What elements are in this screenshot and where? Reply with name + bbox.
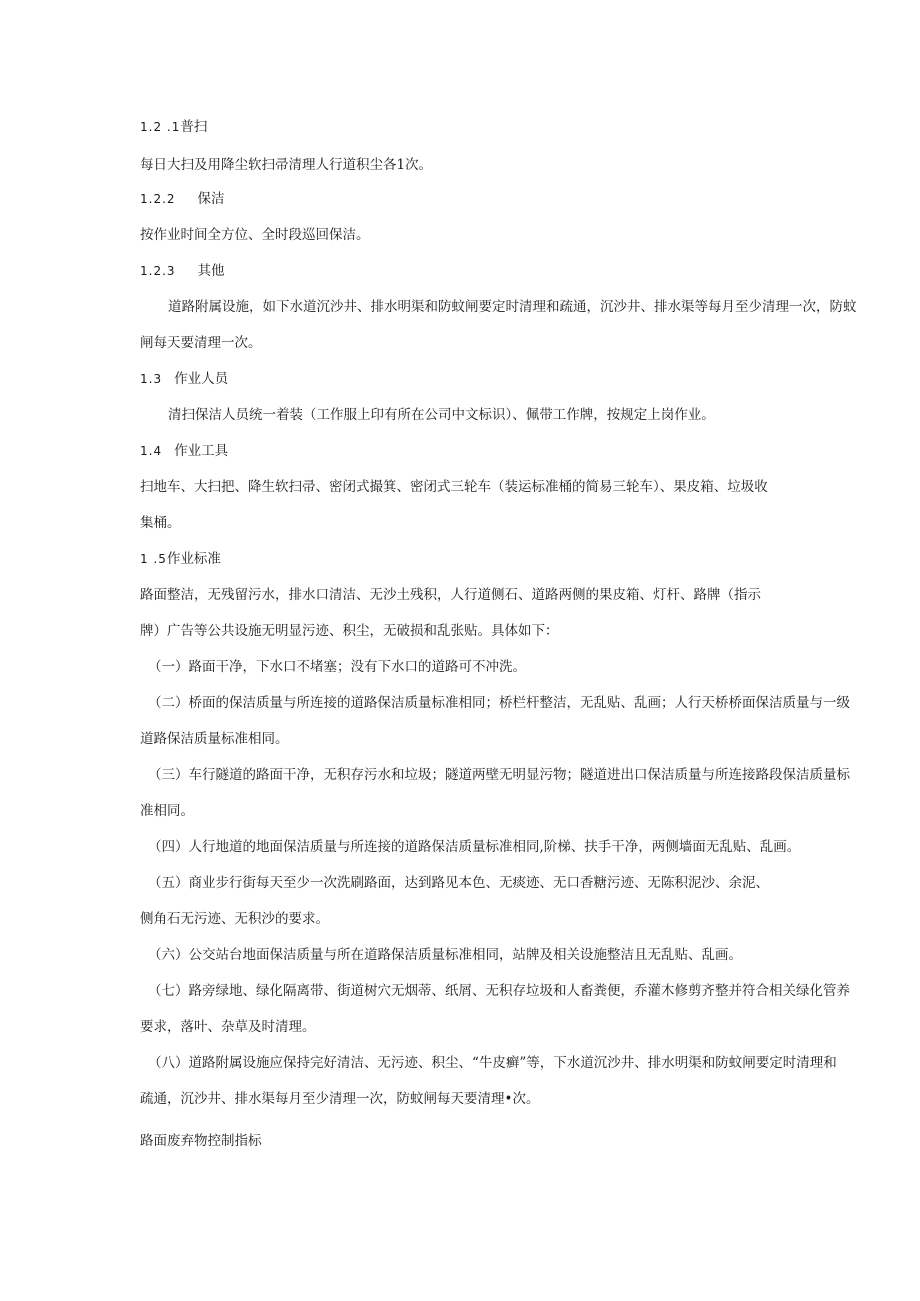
- paragraph-patrol: 按作业时间全方位、全时段巡回保洁。: [140, 227, 370, 243]
- heading-1-5: [140, 550, 221, 568]
- paragraph-tools-line-2: 集桶。: [140, 515, 181, 531]
- list-item-3-line-2: 准相同。: [140, 803, 194, 819]
- heading-title: 保洁: [197, 191, 225, 207]
- list-item-8-line-1: （八）道路附属设施应保持完好清洁、无污迹、积尘、“牛皮癣”等，下水道沉沙井、排水明渠和防蚊闸要定时清理和: [148, 1055, 837, 1071]
- heading-number: 1.2.2: [140, 192, 176, 206]
- paragraph-daily-sweep: 每日大扫及用降尘软扫帚清理人行道积尘各1次。: [140, 157, 433, 173]
- list-item-7-line-2: 要求，落叶、杂草及时清理。: [140, 1019, 316, 1035]
- list-item-1: （一）路面干净，下水口不堵塞；没有下水口的道路可不冲洗。: [148, 659, 526, 675]
- paragraph-staff: 清扫保洁人员统一着装（工作服上印有所在公司中文标识）、佩带工作牌，按规定上岗作业。: [168, 407, 715, 423]
- list-item-2-line-1: （二）桥面的保洁质量与所连接的道路保洁质量标准相同；桥栏杆整洁，无乱贴、乱画；人行天桥桥面保洁质量与一级: [148, 695, 850, 711]
- list-item-4: （四）人行地道的地面保洁质量与所连接的道路保洁质量标准相同,阶梯、扶手干净，两侧墙面无乱贴、乱画。: [148, 839, 801, 855]
- list-item-5-line-2: 侧角石无污迹、无积沙的要求。: [140, 911, 329, 927]
- paragraph-standard-line-2: 牌）广告等公共设施无明显污迹、积尘，无破损和乱张贴。具体如下：: [140, 623, 559, 639]
- heading-title: 普扫: [180, 119, 208, 135]
- heading-number: 1.2 .1: [140, 120, 181, 134]
- heading-title: 作业标准: [166, 551, 221, 567]
- list-item-6: （六）公交站台地面保洁质量与所在道路保洁质量标准相同，站牌及相关设施整洁且无乱贴、乱画。: [148, 947, 742, 963]
- heading-number: 1.3: [140, 372, 163, 386]
- heading-title: 作业人员: [174, 371, 229, 387]
- list-item-5-line-1: （五）商业步行街每天至少一次洗刷路面，达到路见本色、无痰迹、无口香糖污迹、无陈积泥沙、余泥、: [148, 875, 769, 891]
- heading-number: 1 .5: [140, 552, 167, 566]
- paragraph-tools-line-1: 扫地车、大扫把、降生软扫帚、密闭式撮箕、密闭式三轮车（装运标准桶的简易三轮车）、果皮箱、垃圾收: [140, 479, 768, 495]
- heading-number: 1.4: [140, 444, 163, 458]
- paragraph-standard-line-1: 路面整洁，无残留污水，排水口清洁、无沙土残积，人行道侧石、道路两侧的果皮箱、灯杆、路牌（指示: [140, 587, 761, 603]
- heading-title: 作业工具: [174, 443, 229, 459]
- heading-1-2-1: [140, 118, 207, 136]
- paragraph-other-line-1: 道路附属设施，如下水道沉沙井、排水明渠和防蚊闸要定时清理和疏通，沉沙井、排水渠等每月至少清理一次，防蚊: [168, 299, 857, 315]
- list-item-8-line-2: 疏通，沉沙井、排水渠每月至少清理一次，防蚊闸每天要清理•次。: [140, 1091, 540, 1107]
- heading-title: 其他: [197, 263, 225, 279]
- list-item-2-line-2: 道路保洁质量标准相同。: [140, 731, 289, 747]
- heading-1-3: [140, 370, 228, 388]
- paragraph-other-line-2: 闸每天要清理一次。: [140, 335, 262, 351]
- heading-1-2-3: [140, 262, 225, 280]
- heading-1-4: [140, 442, 228, 460]
- heading-1-2-2: [140, 190, 225, 208]
- list-item-7-line-1: （七）路旁绿地、绿化隔离带、街道树穴无烟蒂、纸屑、无积存垃圾和人畜粪便，乔灌木修剪齐整并符合相关绿化管养: [148, 983, 850, 999]
- heading-number: 1.2.3: [140, 264, 176, 278]
- paragraph-waste-control: 路面废弃物控制指标: [140, 1133, 262, 1149]
- list-item-3-line-1: （三）车行隧道的路面干净，无积存污水和垃圾；隧道两壁无明显污物；隧道进出口保洁质量与所连接路段保洁质量标: [148, 767, 850, 783]
